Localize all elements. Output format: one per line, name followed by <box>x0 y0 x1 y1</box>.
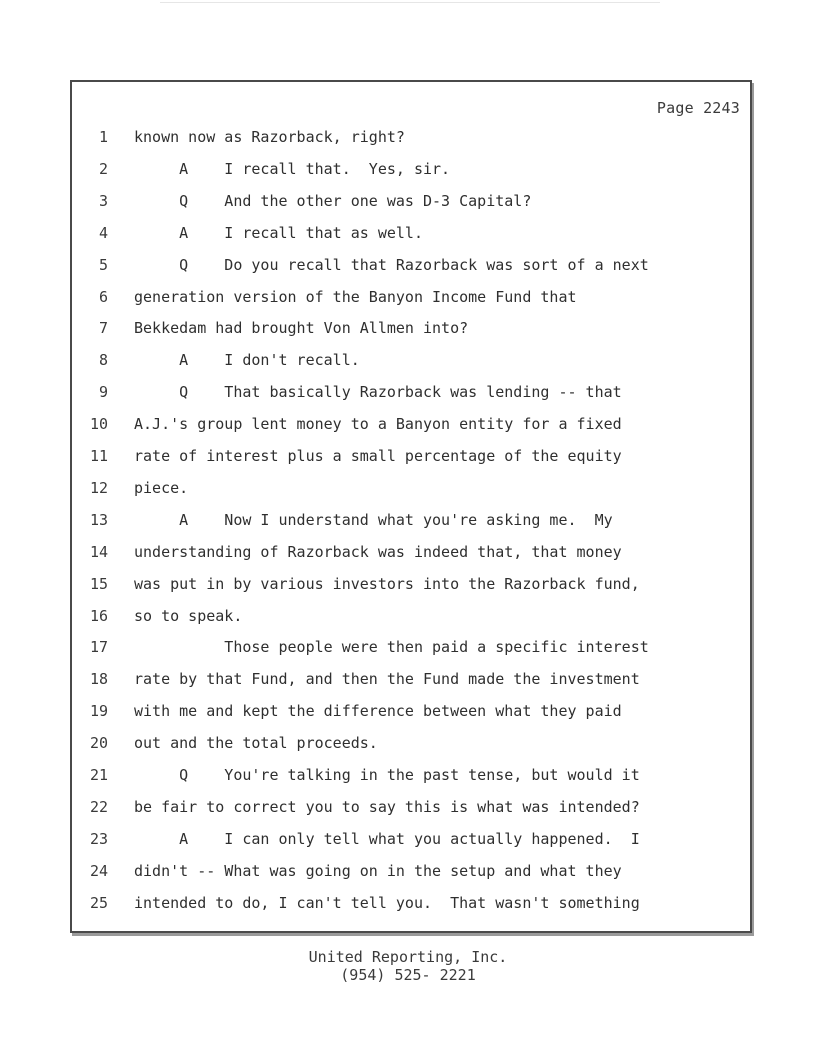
transcript-line <box>72 255 750 275</box>
line-text: Bekkedam had brought Von Allmen into? <box>134 319 469 338</box>
transcript-line <box>72 701 750 721</box>
footer <box>0 948 816 984</box>
line-text: piece. <box>134 478 189 497</box>
line-text: A Now I understand what you're asking me. My <box>134 510 613 529</box>
line-number: 12 <box>89 478 108 497</box>
line-number: 11 <box>89 447 108 465</box>
line-text: rate by that Fund, and then the Fund made the investment <box>134 670 640 689</box>
line-number: 14 <box>89 542 108 561</box>
line-text: Q And the other one was D-3 Capital? <box>134 191 532 210</box>
transcript-line <box>72 318 750 338</box>
line-text: known now as Razorback, right? <box>134 128 405 146</box>
line-text: generation version of the Banyon Income Fund that <box>134 287 577 306</box>
transcript-line <box>72 510 750 530</box>
line-number: 8 <box>98 351 108 370</box>
line-text: Q You're talking in the past tense, but would it <box>134 766 640 784</box>
transcript-line <box>72 542 750 562</box>
line-number: 25 <box>89 893 108 912</box>
transcript-line <box>72 797 750 817</box>
line-number: 21 <box>89 766 108 784</box>
transcript-line <box>72 223 750 243</box>
line-text: A I don't recall. <box>134 351 360 370</box>
line-number: 10 <box>89 415 108 434</box>
line-number: 18 <box>89 670 108 689</box>
transcript-line <box>72 733 750 753</box>
line-number: 23 <box>89 829 108 848</box>
line-text: be fair to correct you to say this is what was intended? <box>134 797 640 816</box>
line-text: A I recall that as well. <box>134 223 423 242</box>
line-text: Q Do you recall that Razorback was sort of a next <box>134 255 649 274</box>
transcript-line <box>72 350 750 370</box>
transcript-line <box>72 861 750 881</box>
line-number: 3 <box>98 191 108 210</box>
transcript-line <box>72 191 750 211</box>
line-text: rate of interest plus a small percentage of the equity <box>134 447 622 465</box>
transcript-page-frame <box>70 80 752 933</box>
line-number: 16 <box>89 606 108 625</box>
transcript-line <box>72 765 750 785</box>
transcript-line <box>72 669 750 689</box>
scan-artifact <box>160 2 660 3</box>
line-number: 15 <box>89 574 108 593</box>
footer-company: United Reporting, Inc. <box>308 948 508 966</box>
transcript-line <box>72 414 750 434</box>
transcript-line <box>72 574 750 594</box>
line-text: understanding of Razorback was indeed that, that money <box>134 542 622 561</box>
transcript-line <box>72 829 750 849</box>
transcript-line <box>72 606 750 626</box>
line-text: was put in by various investors into the Razorback fund, <box>134 574 640 593</box>
line-number: 13 <box>89 510 108 529</box>
line-number: 20 <box>89 734 108 753</box>
line-number: 2 <box>98 159 108 178</box>
line-number: 7 <box>98 319 108 338</box>
transcript-line <box>72 127 750 147</box>
transcript-line <box>72 637 750 657</box>
line-number: 5 <box>98 255 108 274</box>
line-text: A.J.'s group lent money to a Banyon entity for a fixed <box>134 415 622 434</box>
line-number: 9 <box>98 383 108 402</box>
line-text: A I can only tell what you actually happened. I <box>134 829 640 848</box>
line-text: with me and kept the difference between what they paid <box>134 702 622 721</box>
transcript-line <box>72 893 750 913</box>
line-text: Q That basically Razorback was lending -- that <box>134 383 622 402</box>
transcript-line <box>72 287 750 307</box>
line-number: 6 <box>98 287 108 306</box>
line-text: intended to do, I can't tell you. That wasn't something <box>134 893 640 912</box>
transcript-line <box>72 382 750 402</box>
line-number: 4 <box>98 223 108 242</box>
line-number: 19 <box>89 702 108 721</box>
line-number: 17 <box>89 638 108 657</box>
line-text: out and the total proceeds. <box>134 734 378 753</box>
line-number: 22 <box>89 797 108 816</box>
line-text: Those people were then paid a specific interest <box>134 638 649 657</box>
line-text: A I recall that. Yes, sir. <box>134 159 451 178</box>
footer-phone: (954) 525- 2221 <box>340 966 476 984</box>
line-text: so to speak. <box>134 606 243 625</box>
transcript-line <box>72 478 750 498</box>
line-number: 24 <box>89 861 108 880</box>
page-number: Page 2243 <box>656 99 740 117</box>
transcript-line <box>72 159 750 179</box>
transcript-line <box>72 446 750 466</box>
line-text: didn't -- What was going on in the setup and what they <box>134 861 622 880</box>
line-number: 1 <box>98 128 108 146</box>
